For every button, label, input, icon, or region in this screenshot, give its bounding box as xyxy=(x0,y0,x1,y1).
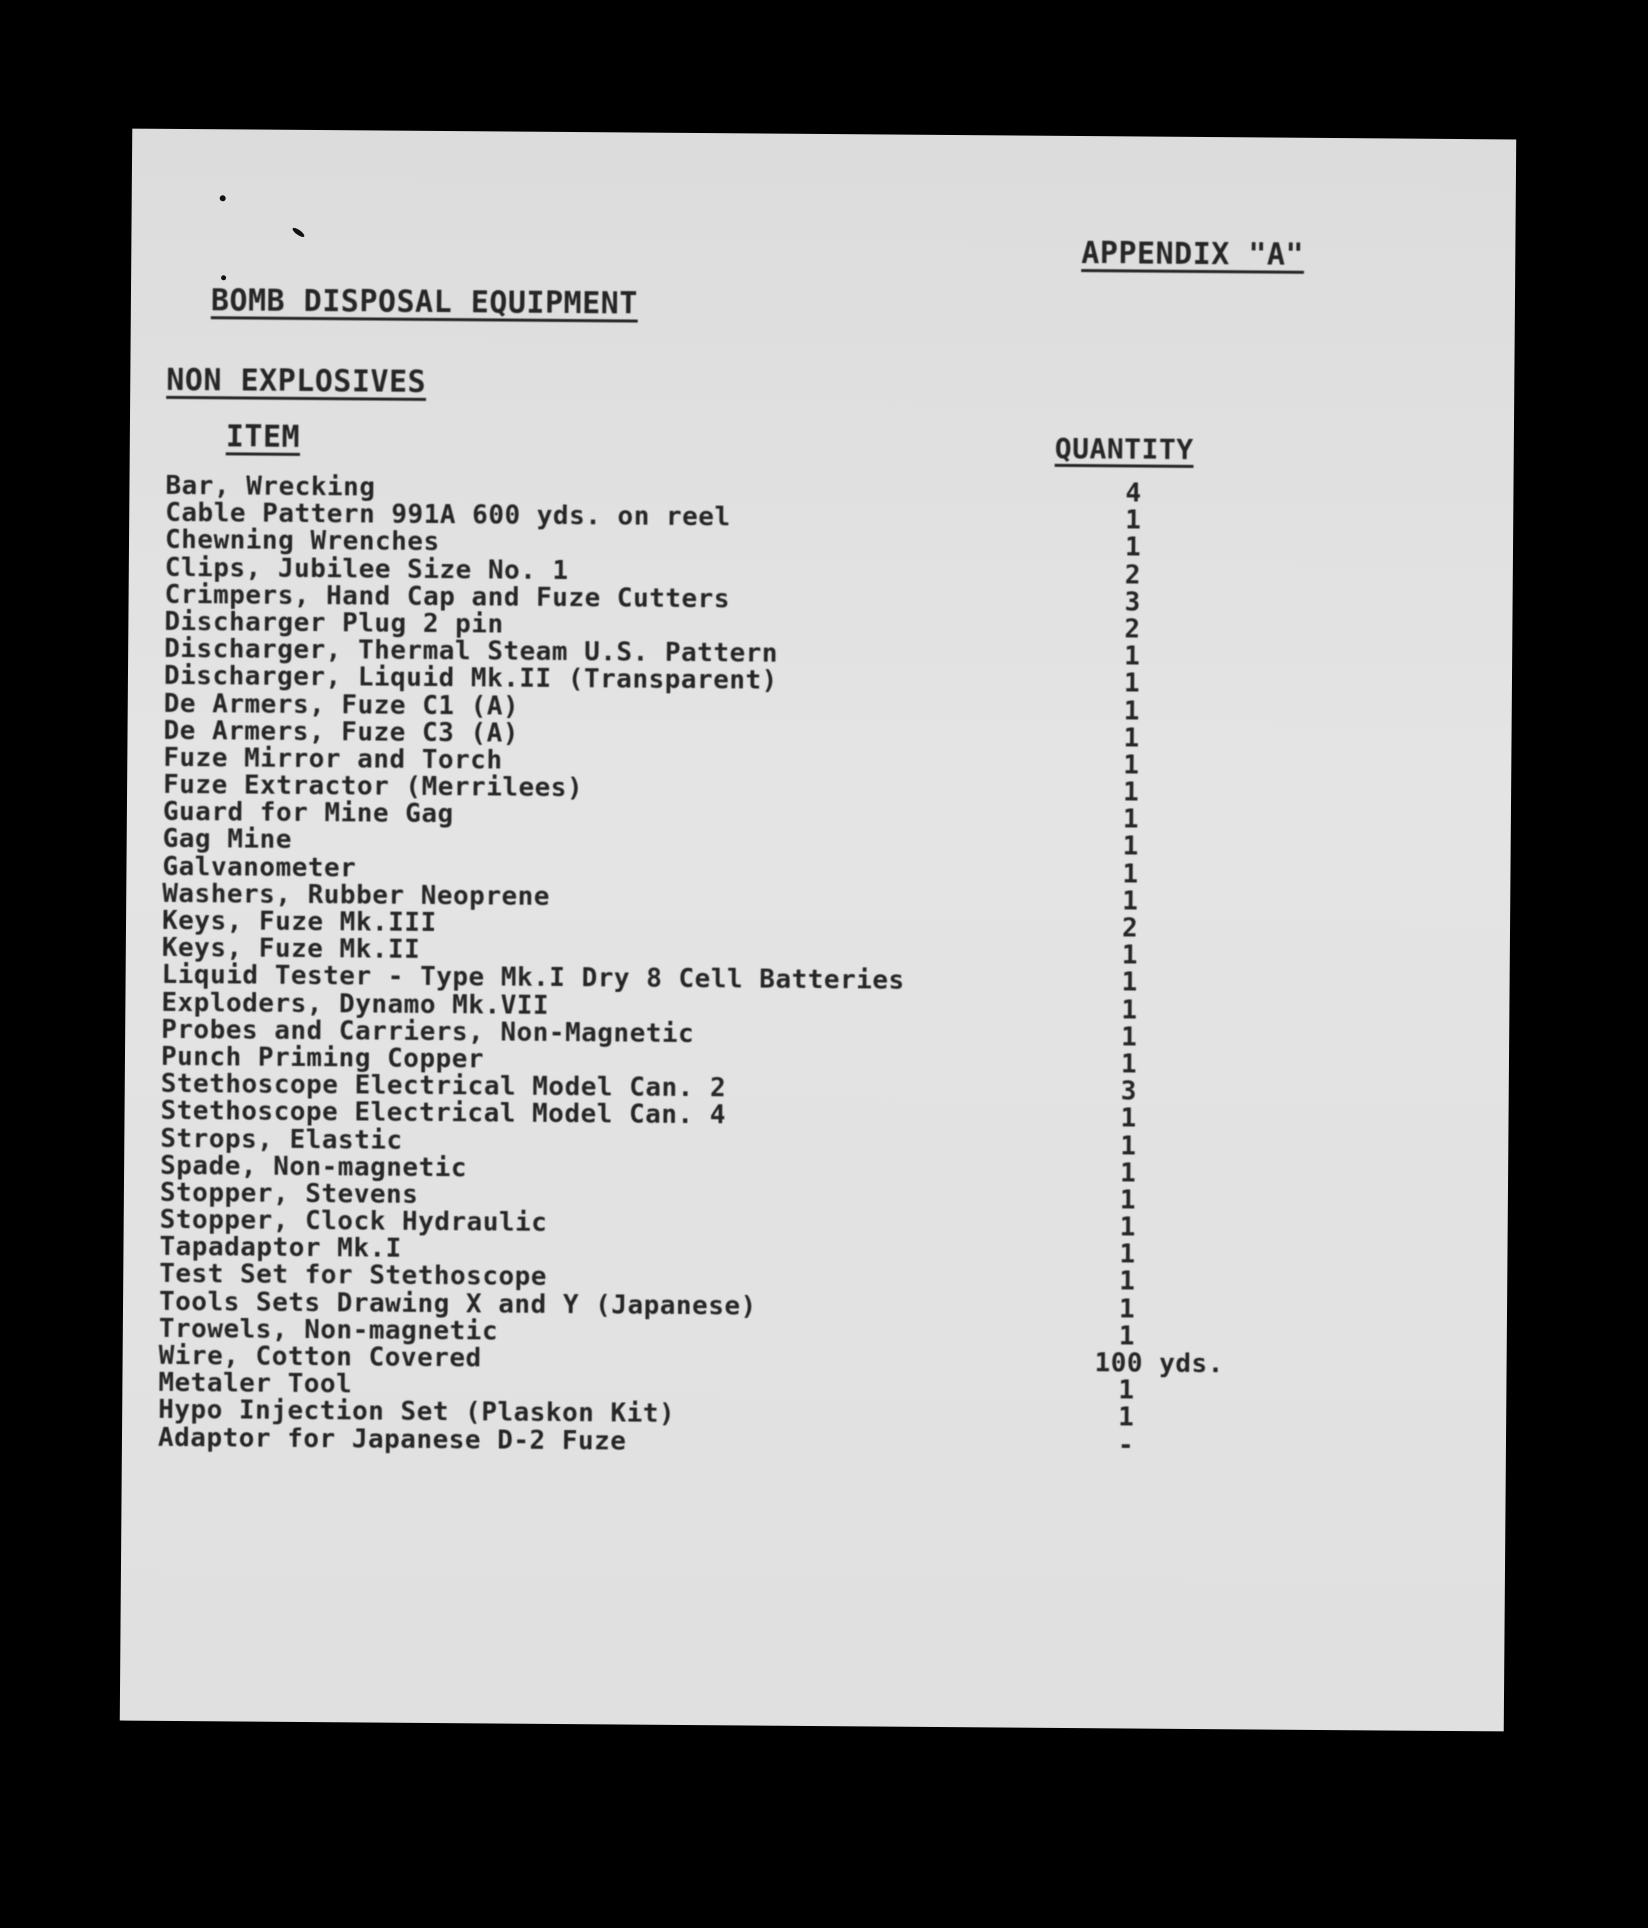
item-quantity: 3 xyxy=(1120,1076,1138,1107)
item-quantity: 1 xyxy=(1118,1294,1136,1325)
item-quantity: 1 xyxy=(1124,532,1142,563)
item-quantity: 1 xyxy=(1124,641,1141,672)
item-quantity: 1 xyxy=(1122,777,1140,808)
item-name: Cable Pattern 991A 600 yds. on reel xyxy=(165,498,731,533)
item-name: Keys, Fuze Mk.III xyxy=(161,905,437,939)
document-page xyxy=(120,129,1516,1732)
item-name: Crimpers, Hand Cap and Fuze Cutters xyxy=(164,579,731,615)
item-quantity: 1 xyxy=(1125,505,1142,536)
item-name: Discharger, Thermal Steam U.S. Pattern xyxy=(164,633,779,669)
item-quantity: 1 xyxy=(1119,1239,1136,1270)
item-quantity: 1 xyxy=(1119,1158,1137,1189)
item-quantity: 1 xyxy=(1119,1212,1136,1243)
item-name: Galvanometer xyxy=(162,851,357,883)
item-quantity: 1 xyxy=(1122,886,1139,917)
item-quantity: 1 xyxy=(1118,1375,1135,1406)
item-quantity: 1 xyxy=(1121,940,1139,971)
item-name: Punch Priming Copper xyxy=(160,1041,485,1075)
item-name: Fuze Extractor (Merrilees) xyxy=(163,769,584,804)
item-quantity: 1 xyxy=(1123,668,1141,699)
item-quantity: 2 xyxy=(1121,913,1139,944)
item-quantity: 1 xyxy=(1122,804,1140,835)
item-name: Bar, Wrecking xyxy=(165,470,376,503)
column-header-quantity: QUANTITY xyxy=(1054,431,1194,466)
speck-mark xyxy=(220,195,226,201)
speck-mark xyxy=(291,226,305,238)
item-name: Tools Sets Drawing X and Y (Japanese) xyxy=(158,1286,757,1322)
item-quantity: 1 xyxy=(1121,994,1138,1026)
item-quantity: 100 yds. xyxy=(1094,1348,1224,1380)
document-title: BOMB DISPOSAL EQUIPMENT xyxy=(210,283,638,322)
item-name: Stopper, Stevens xyxy=(159,1177,419,1210)
item-quantity: 1 xyxy=(1119,1185,1137,1216)
item-quantity: 1 xyxy=(1118,1321,1136,1352)
item-quantity: 2 xyxy=(1124,614,1141,645)
item-name: Test Set for Stethoscope xyxy=(159,1259,548,1293)
item-quantity: 1 xyxy=(1120,1103,1137,1134)
appendix-label: APPENDIX "A" xyxy=(1081,236,1305,273)
item-name: Trowels, Non-magnetic xyxy=(158,1313,499,1347)
item-quantity: 1 xyxy=(1122,831,1139,862)
speck-mark xyxy=(221,275,226,280)
item-name: Stethoscope Electrical Model Can. 4 xyxy=(160,1096,727,1131)
item-quantity: 2 xyxy=(1124,559,1142,591)
item-name: De Armers, Fuze C1 (A) xyxy=(163,688,520,722)
item-quantity: - xyxy=(1117,1429,1135,1461)
item-quantity: 1 xyxy=(1122,859,1139,890)
item-name: Probes and Carriers, Non-Magnetic xyxy=(161,1014,695,1049)
item-name: Keys, Fuze Mk.II xyxy=(161,933,421,966)
item-quantity: 1 xyxy=(1120,1049,1138,1080)
item-name: Strops, Elastic xyxy=(160,1123,403,1156)
item-quantity: 1 xyxy=(1123,750,1140,781)
item-name: Adaptor for Japanese D-2 Fuze xyxy=(157,1422,627,1457)
column-header-item: ITEM xyxy=(225,419,301,455)
item-quantity: 3 xyxy=(1124,587,1141,618)
item-quantity: 1 xyxy=(1121,1022,1138,1053)
item-name: Metaler Tool xyxy=(158,1368,353,1400)
item-quantity: 1 xyxy=(1118,1402,1135,1433)
item-quantity: 1 xyxy=(1119,1266,1136,1297)
item-name: Spade, Non-magnetic xyxy=(160,1150,468,1183)
item-name: Washers, Rubber Neoprene xyxy=(162,878,551,912)
item-quantity: 1 xyxy=(1121,967,1138,998)
item-name: Exploders, Dynamo Mk.VII xyxy=(161,987,550,1021)
item-name: Discharger, Liquid Mk.II (Transparent) xyxy=(163,661,778,696)
item-name: Tapadaptor Mk.I xyxy=(159,1232,402,1264)
equipment-list xyxy=(157,470,1426,1462)
item-quantity: 4 xyxy=(1125,478,1142,509)
item-quantity: 1 xyxy=(1123,723,1140,754)
item-name: Stethoscope Electrical Model Can. 2 xyxy=(160,1068,727,1104)
item-quantity: 1 xyxy=(1123,695,1141,727)
item-name: Wire, Cotton Covered xyxy=(158,1340,482,1374)
item-name: Liquid Tester - Type Mk.I Dry 8 Cell Batteries xyxy=(161,960,905,997)
section-title: NON EXPLOSIVES xyxy=(166,362,427,400)
item-name: Guard for Mine Gag xyxy=(162,797,454,830)
item-name: Discharger Plug 2 pin xyxy=(164,606,504,640)
item-quantity: 1 xyxy=(1120,1130,1137,1162)
item-name: Clips, Jubilee Size No. 1 xyxy=(164,552,569,586)
item-name: Stopper, Clock Hydraulic xyxy=(159,1204,548,1238)
item-name: De Armers, Fuze C3 (A) xyxy=(163,715,520,749)
item-name: Gag Mine xyxy=(162,824,293,856)
item-name: Chewning Wrenches xyxy=(164,525,440,558)
item-name: Hypo Injection Set (Plaskon Kit) xyxy=(158,1395,676,1430)
item-name: Fuze Mirror and Torch xyxy=(163,742,503,776)
